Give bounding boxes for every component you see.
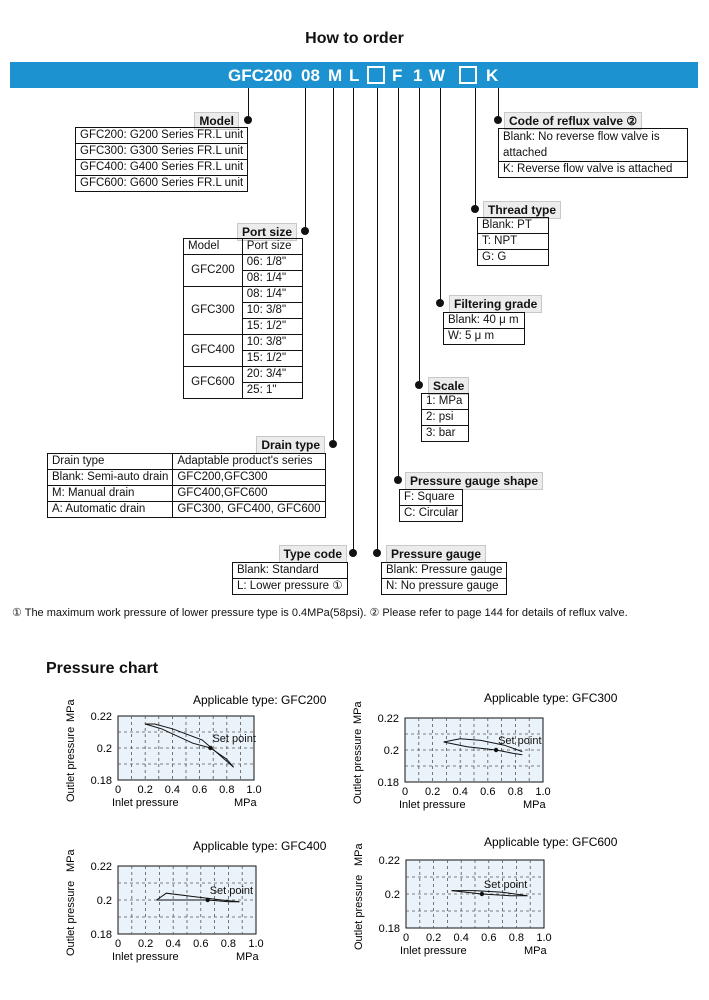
model-row: GFC600: G600 Series FR.L unit	[76, 176, 248, 192]
x-tick-label: 1.0	[536, 932, 552, 944]
set-point-label: Set point	[483, 879, 528, 891]
port-size-cell: 06: 1/8"	[242, 255, 302, 271]
footnote: ① The maximum work pressure of lower pressure type is 0.4MPa(58psi). ② Please refer to page 144 for details of reflux valve.	[12, 607, 628, 619]
x-axis-label: Inlet pressure	[112, 797, 179, 809]
y-axis-label: Outlet pressure	[353, 874, 365, 950]
set-point-marker	[480, 892, 484, 896]
scale-row: 2: psi	[422, 410, 469, 426]
x-tick-label: 0.6	[193, 938, 209, 950]
y-tick-label: 0.2	[96, 743, 112, 755]
gauge-shape-row: F: Square	[400, 490, 463, 506]
reflux-row: Blank: No reverse flow valve is attached	[499, 129, 688, 162]
port-model-cell: GFC400	[184, 335, 243, 367]
model-row: GFC200: G200 Series FR.L unit	[76, 128, 248, 144]
x-tick-label: 0.4	[164, 784, 181, 796]
port-col-model: Model	[184, 239, 243, 255]
code-scale: 1	[413, 66, 423, 85]
y-axis-unit: MPa	[65, 849, 77, 872]
thread-row: Blank: PT	[478, 218, 549, 234]
port-size-cell: 20: 3/4"	[242, 367, 302, 383]
x-tick-label: 0.2	[137, 784, 153, 796]
set-point-label: Set point	[209, 885, 254, 897]
y-axis-unit: MPa	[352, 701, 364, 724]
port-size-cell: 10: 3/8"	[242, 335, 302, 351]
drain-cell: GFC300, GFC400, GFC600	[173, 502, 325, 518]
chart-title: Applicable type: GFC300	[484, 691, 618, 705]
set-point-label: Set point	[498, 735, 542, 747]
pressure-gauge-header: Pressure gauge	[386, 545, 486, 563]
x-tick-label: 0.6	[481, 932, 497, 944]
y-tick-label: 0.2	[383, 745, 399, 757]
x-tick-label: 0.8	[507, 786, 524, 798]
port-size-cell: 25: 1"	[242, 383, 302, 399]
port-size-cell: 10: 3/8"	[242, 303, 302, 319]
y-tick-label: 0.18	[378, 923, 400, 935]
x-tick-label: 0	[114, 784, 122, 796]
code-type: L	[349, 66, 360, 85]
reflux-header: Code of reflux valve ②	[504, 112, 642, 130]
drain-type-header: Drain type	[256, 436, 325, 454]
type-code-row: L: Lower pressure ①	[233, 579, 348, 595]
drain-cell: M: Manual drain	[48, 486, 173, 502]
x-tick-label: 0.4	[453, 932, 469, 944]
thread-row: T: NPT	[478, 234, 549, 250]
code-grade: W	[429, 66, 446, 85]
x-tick-label: 0.8	[508, 932, 525, 944]
chart-title: Applicable type: GFC200	[193, 693, 327, 707]
code-valve: K	[486, 66, 499, 85]
filtering-row: Blank: 40 μ m	[444, 313, 525, 329]
port-size-cell: 08: 1/4"	[242, 287, 302, 303]
x-tick-label: 0.2	[424, 786, 441, 798]
set-point-label: Set point	[212, 733, 256, 745]
x-tick-label: 0.4	[165, 938, 181, 950]
x-tick-label: 0.6	[191, 784, 208, 796]
drain-cell: A: Automatic drain	[48, 502, 173, 518]
pressure-gauge-row: N: No pressure gauge	[382, 579, 507, 595]
y-axis-unit: MPa	[353, 843, 365, 866]
y-axis-label: Outlet pressure	[65, 880, 77, 956]
code-drain: M	[328, 66, 343, 85]
model-row: GFC300: G300 Series FR.L unit	[76, 144, 248, 160]
x-tick-label: 1.0	[535, 786, 551, 798]
x-tick-label: 0.2	[425, 932, 442, 944]
thread-header: Thread type	[483, 201, 561, 219]
port-size-header: Port size	[237, 223, 297, 241]
filtering-row: W: 5 μ m	[444, 329, 525, 345]
x-tick-label: 1.0	[246, 784, 262, 796]
y-tick-label: 0.22	[90, 861, 112, 873]
drain-col-2: Adaptable product's series	[173, 454, 325, 470]
x-axis-label: Inlet pressure	[400, 945, 467, 957]
pressure-chart-heading: Pressure chart	[46, 660, 159, 677]
y-tick-label: 0.18	[377, 777, 399, 789]
x-axis-unit: MPa	[234, 797, 257, 809]
x-tick-label: 0.2	[137, 938, 154, 950]
port-model-cell: GFC200	[184, 255, 243, 287]
code-port: 08	[301, 66, 320, 85]
model-header: Model	[194, 112, 239, 130]
y-tick-label: 0.22	[377, 713, 399, 725]
thread-row: G: G	[478, 250, 549, 266]
x-tick-label: 0	[401, 786, 409, 798]
x-tick-label: 0	[114, 938, 122, 950]
port-size-cell: 15: 1/2"	[242, 319, 302, 335]
scale-row: 3: bar	[422, 426, 469, 442]
x-axis-label: Inlet pressure	[399, 799, 466, 811]
x-tick-label: 0.8	[219, 784, 235, 796]
type-code-row: Blank: Standard	[233, 563, 348, 579]
y-tick-label: 0.2	[96, 895, 112, 907]
x-tick-label: 0.8	[220, 938, 237, 950]
gauge-shape-row: C: Circular	[400, 506, 463, 522]
drain-cell: GFC200,GFC300	[173, 470, 325, 486]
x-axis-unit: MPa	[524, 945, 547, 957]
y-tick-label: 0.2	[384, 889, 400, 901]
y-axis-label: Outlet pressure	[65, 726, 77, 802]
type-code-header: Type code	[279, 545, 347, 563]
x-axis-unit: MPa	[523, 799, 546, 811]
y-tick-label: 0.22	[378, 855, 400, 867]
x-tick-label: 1.0	[248, 938, 264, 950]
filtering-header: Filtering grade	[449, 295, 542, 313]
x-tick-label: 0	[402, 932, 410, 944]
port-model-cell: GFC600	[184, 367, 243, 399]
port-size-cell: 15: 1/2"	[242, 351, 302, 367]
code-shape: F	[392, 66, 403, 85]
scale-row: 1: MPa	[422, 394, 469, 410]
x-axis-unit: MPa	[236, 951, 259, 963]
y-axis-unit: MPa	[65, 699, 77, 722]
drain-col-1: Drain type	[48, 454, 173, 470]
reflux-row: K: Reverse flow valve is attached	[499, 162, 688, 178]
code-prefix: GFC200	[228, 66, 293, 85]
chart-title: Applicable type: GFC600	[484, 835, 618, 849]
scale-header: Scale	[428, 377, 469, 395]
page-title: How to order	[305, 30, 404, 47]
chart-title: Applicable type: GFC400	[193, 839, 327, 853]
y-tick-label: 0.18	[90, 775, 112, 787]
y-tick-label: 0.22	[90, 711, 112, 723]
y-tick-label: 0.18	[90, 929, 112, 941]
drain-cell: GFC400,GFC600	[173, 486, 325, 502]
port-model-cell: GFC300	[184, 287, 243, 335]
pressure-gauge-row: Blank: Pressure gauge	[382, 563, 507, 579]
gauge-shape-header: Pressure gauge shape	[405, 472, 543, 490]
model-row: GFC400: G400 Series FR.L unit	[76, 160, 248, 176]
x-axis-label: Inlet pressure	[112, 951, 179, 963]
port-col-size: Port size	[242, 239, 302, 255]
drain-cell: Blank: Semi-auto drain	[48, 470, 173, 486]
x-tick-label: 0.6	[480, 786, 496, 798]
x-tick-label: 0.4	[452, 786, 468, 798]
y-axis-label: Outlet pressure	[352, 728, 364, 804]
port-size-cell: 08: 1/4"	[242, 271, 302, 287]
